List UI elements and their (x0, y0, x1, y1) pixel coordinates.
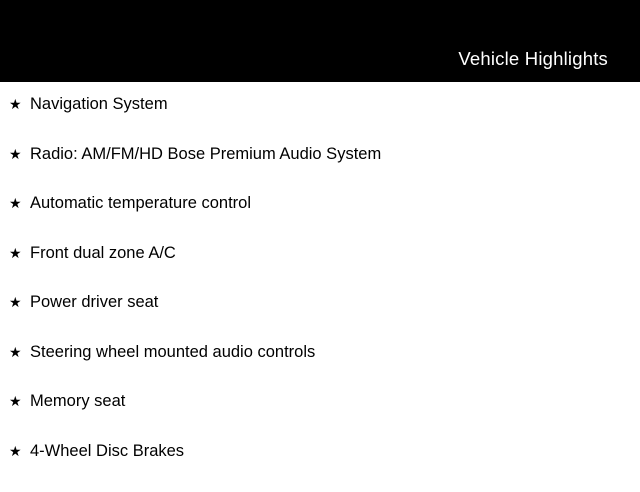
list-item-label: Memory seat (30, 393, 125, 410)
list-item-label: Power driver seat (30, 294, 158, 311)
star-icon: ★ (9, 97, 30, 111)
list-item-label: Automatic temperature control (30, 195, 251, 212)
list-item-label: Radio: AM/FM/HD Bose Premium Audio System (30, 146, 381, 163)
list-item (0, 344, 640, 394)
vehicle-highlights-list (0, 82, 640, 492)
star-icon: ★ (9, 444, 30, 458)
header-bar (0, 0, 640, 82)
star-icon: ★ (9, 196, 30, 210)
list-item (0, 245, 640, 295)
star-icon: ★ (9, 246, 30, 260)
list-item (0, 294, 640, 344)
star-icon: ★ (9, 394, 30, 408)
list-item (0, 393, 640, 443)
list-item (0, 146, 640, 196)
star-icon: ★ (9, 345, 30, 359)
page-title: Vehicle Highlights (458, 50, 608, 69)
star-icon: ★ (9, 147, 30, 161)
list-item-label: 4-Wheel Disc Brakes (30, 443, 184, 460)
list-item-label: Navigation System (30, 96, 168, 113)
list-item-label: Front dual zone A/C (30, 245, 176, 262)
list-item-label: Steering wheel mounted audio controls (30, 344, 315, 361)
list-item (0, 195, 640, 245)
star-icon: ★ (9, 295, 30, 309)
list-item (0, 443, 640, 492)
list-item (0, 96, 640, 146)
